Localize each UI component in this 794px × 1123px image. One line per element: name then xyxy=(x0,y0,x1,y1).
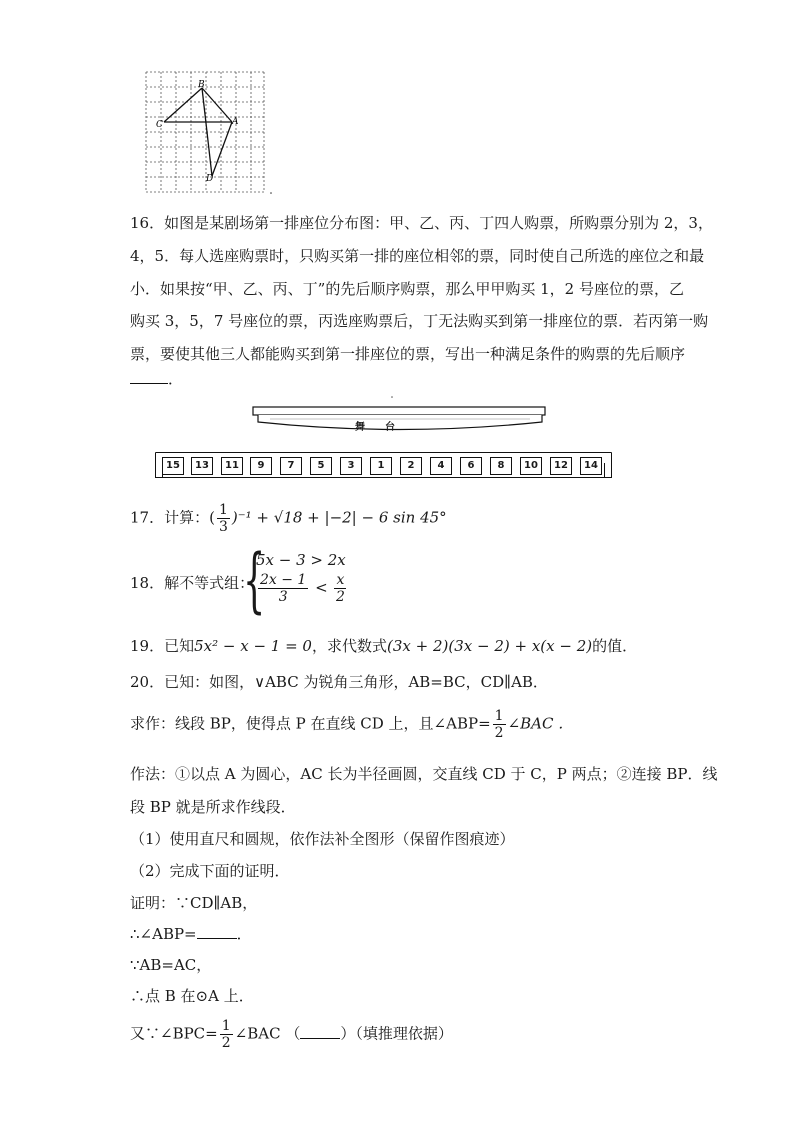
label-C: C xyxy=(156,120,163,130)
seat: 3 xyxy=(340,457,362,475)
q20-proof4: ∴点 B 在⊙A 上． xyxy=(130,987,254,1005)
q20-line1: 20．已知：如图，∨ABC 为锐角三角形，AB=BC，CD∥AB． xyxy=(130,673,548,691)
label-A: A xyxy=(232,117,239,127)
q20-method2: 段 BP 就是所求作线段． xyxy=(130,798,296,816)
label-D: D xyxy=(206,174,214,184)
seat: 11 xyxy=(221,457,243,475)
q20-proof3: ∵AB=AC， xyxy=(130,956,212,974)
label-B: B xyxy=(198,80,205,90)
q20-method1: 作法：①以点 A 为圆心，AC 长为半径画圆，交直线 CD 于 C，P 两点；②连接 BP．线 xyxy=(130,765,718,783)
q20-requirement: 求作：线段 BP，使得点 P 在直线 CD 上，且∠ABP= $\frac{1}{2}$ ∠BAC ． xyxy=(130,708,574,741)
seat: 8 xyxy=(490,457,512,475)
q18-ineq2: $\frac{2x - 1}{3}$ < $\frac{x}{2}$ xyxy=(260,572,345,605)
q20-proof1: 证明：∵CD∥AB， xyxy=(130,894,258,912)
seat: 4 xyxy=(430,457,452,475)
q20-proof2: ∴∠ABP= ． xyxy=(130,925,252,943)
q20-proof5: 又∵∠BPC= $\frac{1}{2}$ ∠BAC （ ）（填推理依据） xyxy=(130,1018,453,1051)
q16-line3: 小．如果按“甲、乙、丙、丁”的先后顺序购票，那么甲甲购买 1，2 号座位的票，乙 xyxy=(130,280,684,298)
seat: 6 xyxy=(460,457,482,475)
answer-blank[interactable] xyxy=(130,371,168,384)
answer-blank[interactable] xyxy=(300,1026,340,1039)
seat: 5 xyxy=(310,457,332,475)
seat: 9 xyxy=(250,457,272,475)
brace: { xyxy=(243,539,266,621)
q16-line5: 票，要使其他三人都能购买到第一排座位的票，写出一种满足条件的购票的先后顺序 xyxy=(130,345,686,363)
grid-figure xyxy=(140,68,280,198)
seat: 15 xyxy=(162,457,184,475)
q16-line4: 购买 3，5，7 号座位的票，丙选座购票后，丁无法购买到第一排座位的票．若丙第一购 xyxy=(130,312,709,330)
q16-line1: 16．如图是某剧场第一排座位分布图：甲、乙、丙、丁四人购票，所购票分别为 2，3， xyxy=(130,214,713,232)
seat: 10 xyxy=(520,457,542,475)
seat: 7 xyxy=(280,457,302,475)
seat: 14 xyxy=(580,457,602,475)
answer-blank[interactable] xyxy=(197,926,237,939)
seat: 1 xyxy=(370,457,392,475)
q17: 17．计算：( $\frac{1}{3}$ )⁻¹ + √18 + |−2| − 6 sin 45° xyxy=(130,502,447,535)
q16-line2: 4，5．每人选座购票时，只购买第一排的座位相邻的票，同时使自己所选的座位之和最 xyxy=(130,247,705,265)
seat: 12 xyxy=(550,457,572,475)
q16-line6: ． xyxy=(130,368,183,389)
q18-ineq1: 5x − 3 > 2x xyxy=(256,551,346,569)
q20-part2: （2）完成下面的证明． xyxy=(130,862,290,880)
seat: 2 xyxy=(400,457,422,475)
stage-figure xyxy=(250,395,550,439)
q18-label: 18．解不等式组： xyxy=(130,574,255,592)
seat: 13 xyxy=(191,457,213,475)
q20-part1: （1）使用直尺和圆规，依作法补全图形（保留作图痕迹） xyxy=(130,830,515,848)
q19: 19．已知5x² − x − 1 = 0，求代数式(3x + 2)(3x − 2) + x(x − 2)的值． xyxy=(130,637,638,655)
stage-label: 舞 台 xyxy=(355,422,395,433)
